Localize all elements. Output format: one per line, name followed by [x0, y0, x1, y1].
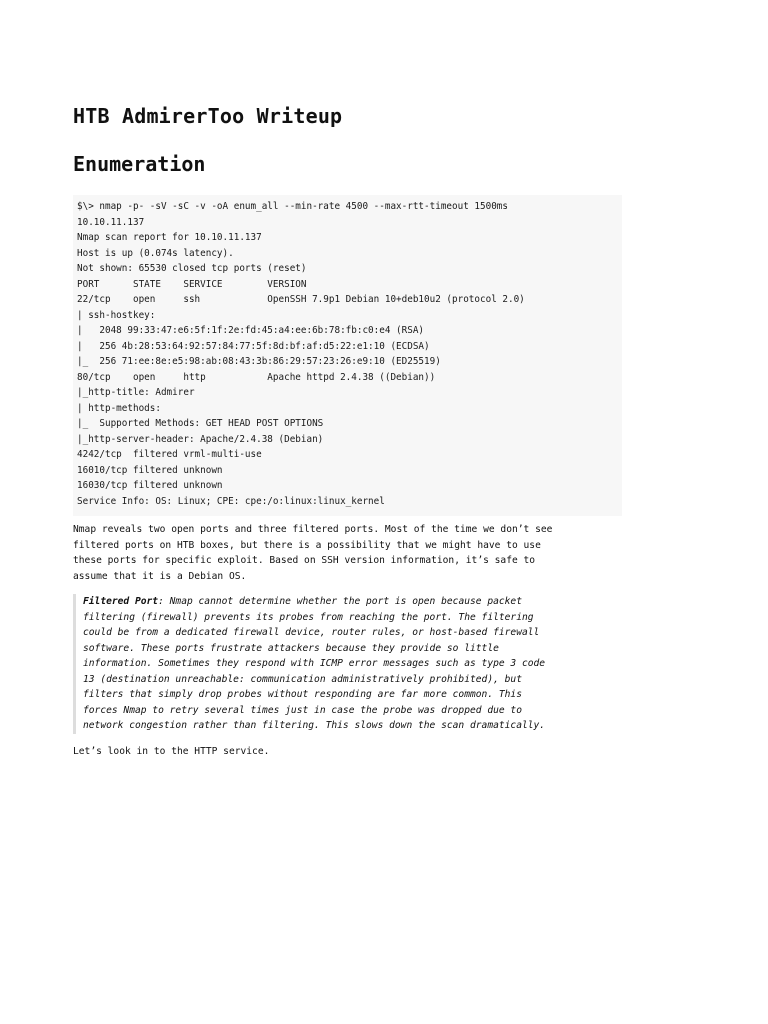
blockquote-line: forces Nmap to retry several times just in case the probe was dropped due to: [83, 704, 522, 716]
code-line: |_ Supported Methods: GET HEAD POST OPTIONS: [77, 418, 324, 429]
code-line: |_http-server-header: Apache/2.4.38 (Debian): [77, 433, 324, 445]
code-line: | 2048 99:33:47:e6:5f:1f:2e:fd:45:a4:ee:6b:78:fb:c0:e4 (RSA): [77, 325, 425, 336]
blockquote-line: information. Sometimes they respond with ICMP error messages such as type 3 code: [83, 658, 546, 669]
code-line: |_http-title: Admirer: [77, 387, 195, 398]
blockquote-line: could be from a dedicated firewall device, router rules, or host-based firewall: [83, 627, 540, 638]
paragraph-line: Let’s look in to the HTTP service.: [73, 746, 270, 757]
document-title: HTB AdmirerToo Writeup: [73, 104, 343, 128]
section-heading-enumeration: Enumeration: [73, 152, 206, 176]
blockquote-line: filters that simply drop probes without responding are far more common. This: [83, 689, 522, 700]
code-line: Nmap scan report for 10.10.11.137: [77, 232, 262, 243]
code-line: 22/tcp open ssh OpenSSH 7.9p1 Debian 10+deb10u2 (protocol 2.0): [77, 294, 525, 305]
blockquote-line: network congestion rather than filtering. This slows down the scan dramatically.: [83, 720, 546, 731]
blockquote-line: filtering (firewall) prevents its probes from reaching the port. The filtering: [83, 611, 534, 623]
code-line: Not shown: 65530 closed tcp ports (reset): [77, 263, 307, 274]
code-line: 16030/tcp filtered unknown: [77, 480, 223, 491]
code-line: 80/tcp open http Apache httpd 2.4.38 ((Debian)): [77, 371, 436, 383]
http-service-paragraph: [73, 744, 623, 760]
code-line: $\> nmap -p- -sV -sC -v -oA enum_all --min-rate 4500 --max-rtt-timeout 1500ms: [77, 201, 508, 212]
code-line: | http-methods:: [77, 402, 161, 414]
code-line: 16010/tcp filtered unknown: [77, 464, 223, 476]
nmap-output-code-block: [73, 195, 622, 516]
filtered-port-blockquote: [73, 594, 622, 734]
nmap-summary-paragraph: [73, 522, 623, 584]
blockquote-term: Filtered Port: [83, 596, 159, 607]
code-line: 10.10.11.137: [77, 216, 145, 228]
blockquote-line: 13 (destination unreachable: communication administratively prohibited), but: [83, 673, 522, 685]
code-line: PORT STATE SERVICE VERSION: [77, 278, 307, 290]
blockquote-first-line-text: : Nmap cannot determine whether the port is open because packet: [158, 596, 522, 607]
code-line: | ssh-hostkey:: [77, 309, 156, 321]
paragraph-line: Nmap reveals two open ports and three filtered ports. Most of the time we don’t see: [73, 524, 553, 535]
code-line: | 256 4b:28:53:64:92:57:84:77:5f:8d:bf:af:d5:22:e1:10 (ECDSA): [77, 340, 430, 352]
code-line: 4242/tcp filtered vrml-multi-use: [77, 449, 262, 460]
code-line: Host is up (0.074s latency).: [77, 247, 234, 259]
paragraph-line: filtered ports on HTB boxes, but there is a possibility that we might have to use: [73, 539, 541, 551]
blockquote-line: software. These ports frustrate attackers because they provide so little: [83, 642, 499, 654]
code-line: Service Info: OS: Linux; CPE: cpe:/o:linux:linux_kernel: [77, 495, 385, 507]
code-line: |_ 256 71:ee:8e:e5:98:ab:08:43:3b:86:29:57:23:26:e9:10 (ED25519): [77, 356, 441, 367]
blockquote-line: [83, 594, 622, 610]
paragraph-line: assume that it is a Debian OS.: [73, 570, 247, 582]
paragraph-line: these ports for specific exploit. Based on SSH version information, it’s safe to: [73, 555, 536, 566]
